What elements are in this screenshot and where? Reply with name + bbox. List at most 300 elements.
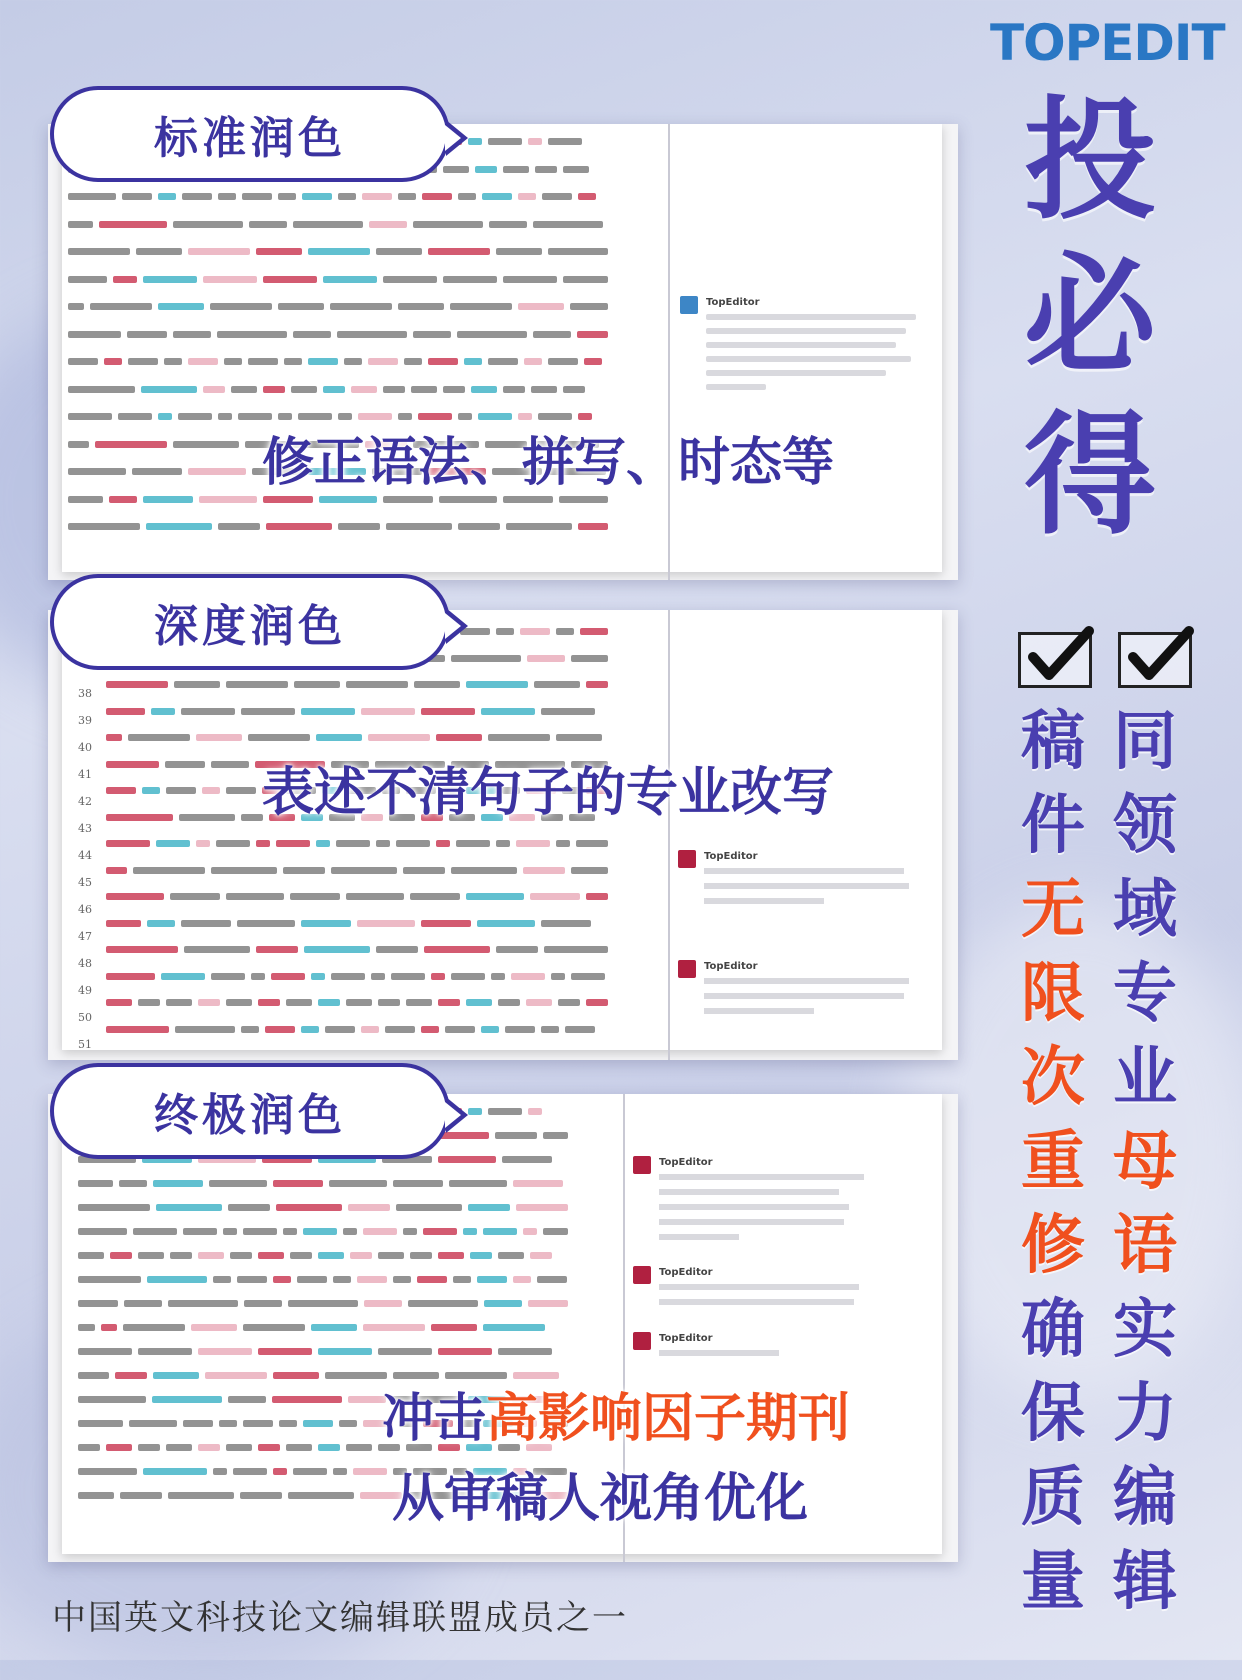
document-text-line: [293, 221, 363, 228]
document-text-line: [165, 761, 205, 768]
comment-author: TopEditor: [659, 1267, 713, 1278]
document-text-line: [68, 193, 116, 200]
document-text-line: [471, 386, 497, 393]
document-text-line: [298, 413, 332, 420]
document-text-line: [528, 138, 542, 145]
document-text-line: [168, 1492, 234, 1499]
document-text-line: [428, 358, 458, 365]
document-text-line: [106, 973, 155, 980]
document-text-line: [101, 1324, 117, 1331]
headline-char-2: 必: [1024, 239, 1156, 393]
document-text-line: [183, 1228, 217, 1235]
document-text-line: [503, 386, 525, 393]
document-text-line: [170, 1252, 192, 1259]
document-text-line: [378, 999, 400, 1006]
document-text-line: [230, 1252, 252, 1259]
document-text-line: [443, 166, 469, 173]
document-text-line: [226, 893, 284, 900]
line-number: 39: [78, 714, 92, 727]
document-text-line: [496, 946, 538, 953]
document-text-line: [413, 331, 451, 338]
document-text-line: [286, 999, 312, 1006]
document-text-line: [198, 999, 220, 1006]
document-text-line: [210, 303, 272, 310]
document-text-line: [78, 1468, 137, 1475]
document-text-line: [213, 1276, 231, 1283]
document-text-line: [411, 386, 437, 393]
slogan-right-char: 领: [1113, 789, 1177, 863]
document-text-line: [251, 973, 265, 980]
document-text-line: [106, 1444, 132, 1451]
document-text-line: [528, 1108, 542, 1115]
document-text-line: [438, 999, 460, 1006]
slogan-right-char: 编: [1113, 1461, 1177, 1535]
document-text-line: [346, 893, 404, 900]
document-text-line: [272, 1396, 342, 1403]
document-text-line: [284, 358, 302, 365]
document-text-line: [468, 1204, 510, 1211]
feature-caption-standard: 修正语法、拼写、时态等: [262, 433, 835, 493]
document-text-line: [548, 248, 608, 255]
document-text-line: [548, 358, 578, 365]
document-text-line: [318, 1348, 372, 1355]
document-text-line: [376, 248, 422, 255]
document-text-line: [216, 840, 250, 847]
document-text-line: [357, 920, 415, 927]
document-text-line: [173, 221, 243, 228]
document-text-line: [143, 496, 193, 503]
document-text-line: [488, 1108, 522, 1115]
document-text-line: [586, 999, 608, 1006]
document-text-line: [293, 331, 331, 338]
document-text-line: [445, 1026, 475, 1033]
document-text-line: [453, 1276, 471, 1283]
document-text-line: [303, 1420, 333, 1427]
document-text-line: [288, 1300, 358, 1307]
headline-char-3: 得: [1024, 399, 1156, 553]
document-text-line: [576, 840, 608, 847]
document-text-line: [414, 681, 460, 688]
document-text-line: [496, 840, 510, 847]
document-text-line: [410, 893, 460, 900]
document-text-line: [586, 893, 608, 900]
document-text-line: [421, 1026, 439, 1033]
document-text-line: [196, 840, 210, 847]
document-text-line: [120, 1492, 162, 1499]
document-text-line: [503, 276, 557, 283]
document-text-line: [106, 1026, 169, 1033]
document-text-line: [431, 973, 445, 980]
document-text-line: [421, 920, 471, 927]
document-text-line: [482, 193, 512, 200]
document-text-line: [308, 358, 338, 365]
document-text-line: [475, 166, 497, 173]
document-text-line: [338, 193, 356, 200]
document-text-line: [391, 973, 425, 980]
slogan-right-char: 力: [1113, 1377, 1177, 1451]
document-text-line: [156, 840, 190, 847]
document-text-line: [337, 331, 407, 338]
document-text-line: [78, 1180, 113, 1187]
slogan-left-char: 限: [1021, 957, 1085, 1031]
document-text-line: [488, 358, 518, 365]
document-text-line: [211, 867, 277, 874]
document-text-line: [518, 193, 536, 200]
document-text-line: [537, 1276, 567, 1283]
document-text-line: [205, 1372, 267, 1379]
document-text-line: [523, 1228, 537, 1235]
feature-caption-ultimate: [382, 1376, 850, 1451]
check-icon: [1018, 632, 1092, 688]
document-text-line: [241, 1026, 259, 1033]
document-text-line: [325, 1026, 355, 1033]
document-text-line: [179, 814, 235, 821]
document-text-line: [376, 840, 390, 847]
document-text-line: [376, 946, 418, 953]
document-text-line: [258, 999, 280, 1006]
document-text-line: [458, 413, 472, 420]
document-text-line: [570, 303, 608, 310]
document-text-line: [513, 1276, 531, 1283]
document-text-line: [142, 787, 160, 794]
document-text-line: [563, 276, 608, 283]
document-text-line: [318, 1444, 340, 1451]
document-text-line: [528, 1300, 568, 1307]
slogan-left-char: 件: [1021, 789, 1085, 863]
document-text-line: [466, 999, 492, 1006]
slogan-left-char: 稿: [1021, 705, 1085, 779]
document-text-line: [243, 1324, 305, 1331]
document-text-line: [578, 413, 592, 420]
document-text-line: [279, 1420, 297, 1427]
user-icon: [633, 1156, 651, 1174]
document-text-line: [293, 1468, 327, 1475]
document-text-line: [368, 358, 398, 365]
document-text-line: [226, 681, 288, 688]
document-text-line: [198, 1444, 220, 1451]
document-text-line: [211, 973, 245, 980]
document-text-line: [173, 331, 211, 338]
tag-ultimate-polish: 终极润色: [50, 1063, 450, 1159]
document-text-line: [481, 1026, 499, 1033]
document-text-line: [571, 973, 605, 980]
document-text-line: [133, 1228, 177, 1235]
document-panel-deep: [48, 610, 958, 1060]
document-text-line: [531, 386, 557, 393]
slogan-right-char: 辑: [1113, 1545, 1177, 1619]
document-text-line: [288, 1492, 354, 1499]
document-text-line: [106, 734, 122, 741]
slogan-left-char: 量: [1021, 1545, 1085, 1619]
line-number: 50: [78, 1011, 92, 1024]
caption-prefix: 冲击: [382, 1389, 487, 1449]
document-text-line: [138, 1252, 164, 1259]
document-text-line: [99, 221, 167, 228]
line-number: 44: [78, 849, 92, 862]
document-text-line: [173, 441, 239, 448]
document-text-line: [124, 1300, 162, 1307]
document-text-line: [369, 221, 407, 228]
document-text-line: [241, 708, 295, 715]
document-text-line: [188, 248, 250, 255]
document-text-line: [138, 999, 160, 1006]
document-text-line: [311, 1324, 357, 1331]
document-text-line: [68, 303, 84, 310]
document-text-line: [273, 1180, 323, 1187]
user-icon: [633, 1332, 651, 1350]
document-text-line: [325, 1372, 387, 1379]
slogan-right-char: 母: [1113, 1125, 1177, 1199]
document-text-line: [68, 441, 89, 448]
document-text-line: [371, 973, 385, 980]
document-text-line: [470, 1252, 492, 1259]
slogan-left-char: 质: [1021, 1461, 1085, 1535]
document-text-line: [348, 1204, 390, 1211]
document-text-line: [151, 708, 175, 715]
document-text-line: [506, 523, 572, 530]
document-text-line: [106, 867, 127, 874]
document-text-line: [533, 331, 571, 338]
document-text-line: [422, 193, 452, 200]
document-text-line: [331, 867, 397, 874]
document-text-line: [303, 1228, 337, 1235]
slogan-left-char: 保: [1021, 1377, 1085, 1451]
line-number: 51: [78, 1038, 92, 1051]
document-text-line: [283, 1228, 297, 1235]
document-text-line: [565, 1026, 595, 1033]
document-text-line: [451, 867, 517, 874]
document-text-line: [113, 276, 137, 283]
document-text-line: [331, 973, 365, 980]
document-text-line: [297, 1276, 327, 1283]
document-text-line: [451, 973, 485, 980]
document-text-line: [178, 413, 212, 420]
line-number: 48: [78, 957, 92, 970]
document-text-line: [418, 413, 452, 420]
document-text-line: [336, 840, 370, 847]
document-text-line: [78, 1372, 109, 1379]
document-text-line: [330, 303, 392, 310]
document-text-line: [449, 1180, 507, 1187]
document-text-line: [559, 496, 608, 503]
document-text-line: [110, 1252, 132, 1259]
document-text-line: [431, 1324, 477, 1331]
document-text-line: [424, 946, 490, 953]
document-text-line: [496, 248, 542, 255]
document-text-line: [271, 973, 305, 980]
document-text-line: [338, 523, 380, 530]
document-text-line: [228, 1396, 266, 1403]
document-text-line: [383, 496, 433, 503]
document-text-line: [78, 1444, 100, 1451]
document-text-line: [468, 138, 482, 145]
document-text-line: [477, 1276, 507, 1283]
line-number: 40: [78, 741, 92, 754]
document-text-line: [548, 138, 582, 145]
document-text-line: [496, 628, 514, 635]
document-text-line: [350, 1252, 372, 1259]
document-text-line: [106, 999, 132, 1006]
document-text-line: [219, 1420, 237, 1427]
document-text-line: [563, 166, 589, 173]
document-text-line: [316, 840, 330, 847]
document-text-line: [209, 1180, 267, 1187]
document-text-line: [68, 496, 103, 503]
caption-highlight: 高影响因子期刊: [486, 1389, 851, 1449]
document-text-line: [143, 1468, 207, 1475]
document-text-line: [518, 303, 564, 310]
document-text-line: [302, 193, 332, 200]
document-text-line: [129, 1420, 177, 1427]
document-text-line: [333, 1276, 351, 1283]
document-text-line: [556, 734, 602, 741]
document-text-line: [468, 1108, 482, 1115]
document-text-line: [489, 221, 527, 228]
document-text-line: [224, 358, 242, 365]
document-text-line: [238, 413, 272, 420]
slogan-left-char: 无: [1021, 873, 1085, 947]
document-text-line: [421, 708, 475, 715]
document-text-line: [396, 840, 430, 847]
document-text-line: [323, 276, 377, 283]
document-text-line: [417, 1276, 447, 1283]
slogan-left-char: 确: [1021, 1293, 1085, 1367]
slogan-left-char: 重: [1021, 1125, 1085, 1199]
document-text-line: [68, 358, 98, 365]
document-text-line: [323, 386, 345, 393]
document-text-line: [68, 248, 130, 255]
document-text-line: [198, 1252, 224, 1259]
document-text-line: [383, 386, 405, 393]
document-text-line: [146, 523, 212, 530]
document-text-line: [438, 1252, 464, 1259]
document-text-line: [544, 946, 608, 953]
document-text-line: [346, 681, 408, 688]
document-text-line: [276, 1204, 342, 1211]
document-text-line: [78, 1252, 104, 1259]
document-text-line: [223, 1228, 237, 1235]
document-text-line: [237, 920, 295, 927]
document-text-line: [241, 814, 263, 821]
document-text-line: [533, 221, 603, 228]
document-text-line: [383, 276, 437, 283]
document-text-line: [466, 893, 524, 900]
document-text-line: [543, 1228, 568, 1235]
document-text-line: [256, 248, 302, 255]
document-text-line: [463, 1228, 477, 1235]
document-text-line: [516, 840, 550, 847]
document-text-line: [378, 1348, 432, 1355]
document-text-line: [498, 1348, 552, 1355]
document-text-line: [526, 999, 552, 1006]
comment-author: TopEditor: [704, 961, 758, 972]
document-text-line: [458, 523, 500, 530]
document-text-line: [368, 734, 430, 741]
document-text-line: [104, 358, 122, 365]
document-text-line: [386, 523, 452, 530]
document-text-line: [503, 496, 553, 503]
document-text-line: [290, 1252, 312, 1259]
document-text-line: [520, 628, 550, 635]
document-text-line: [464, 358, 482, 365]
document-text-line: [502, 1156, 552, 1163]
comment-author: TopEditor: [659, 1157, 713, 1168]
document-text-line: [484, 1300, 522, 1307]
document-text-line: [203, 386, 225, 393]
document-text-line: [278, 413, 292, 420]
document-text-line: [534, 681, 580, 688]
document-text-line: [182, 193, 212, 200]
document-text-line: [481, 708, 535, 715]
document-text-line: [168, 1300, 238, 1307]
footer-membership: 中国英文科技论文编辑联盟成员之一: [52, 1598, 628, 1638]
document-text-line: [456, 840, 490, 847]
document-text-line: [530, 893, 580, 900]
document-text-line: [158, 193, 176, 200]
document-text-line: [513, 1180, 563, 1187]
document-text-line: [361, 1026, 379, 1033]
document-text-line: [198, 1348, 252, 1355]
document-text-line: [266, 523, 332, 530]
document-text-line: [78, 1228, 127, 1235]
document-text-line: [68, 413, 112, 420]
document-text-line: [301, 920, 351, 927]
comment-author: TopEditor: [704, 851, 758, 862]
document-text-line: [443, 276, 497, 283]
document-text-line: [477, 920, 535, 927]
document-text-line: [170, 893, 220, 900]
document-text-line: [410, 1252, 432, 1259]
document-text-line: [164, 358, 182, 365]
document-text-line: [498, 1252, 524, 1259]
document-text-line: [362, 193, 392, 200]
document-text-line: [242, 193, 272, 200]
document-text-line: [357, 1276, 387, 1283]
slogan-left-char: 次: [1021, 1041, 1085, 1115]
user-icon: [680, 296, 698, 314]
document-text-line: [273, 1468, 287, 1475]
document-text-line: [211, 761, 249, 768]
document-text-line: [578, 523, 608, 530]
document-text-line: [263, 496, 313, 503]
document-text-line: [106, 946, 178, 953]
document-text-line: [530, 1252, 552, 1259]
tag-deep-polish: 深度润色: [50, 574, 450, 670]
document-text-line: [248, 358, 278, 365]
document-text-line: [543, 1132, 568, 1139]
line-number: 38: [78, 687, 92, 700]
document-text-line: [527, 655, 565, 662]
document-text-line: [256, 840, 270, 847]
document-text-line: [248, 734, 310, 741]
document-text-line: [556, 628, 574, 635]
document-text-line: [457, 331, 527, 338]
document-text-line: [403, 867, 445, 874]
document-text-line: [218, 413, 232, 420]
user-icon: [678, 850, 696, 868]
document-text-line: [551, 973, 565, 980]
document-text-line: [191, 1324, 237, 1331]
document-text-line: [495, 1132, 537, 1139]
document-text-line: [301, 1026, 319, 1033]
document-text-line: [396, 1204, 462, 1211]
line-number: 49: [78, 984, 92, 997]
document-text-line: [511, 973, 545, 980]
document-text-line: [498, 999, 520, 1006]
document-text-line: [138, 1348, 192, 1355]
document-text-line: [403, 1228, 417, 1235]
document-text-line: [78, 1420, 123, 1427]
